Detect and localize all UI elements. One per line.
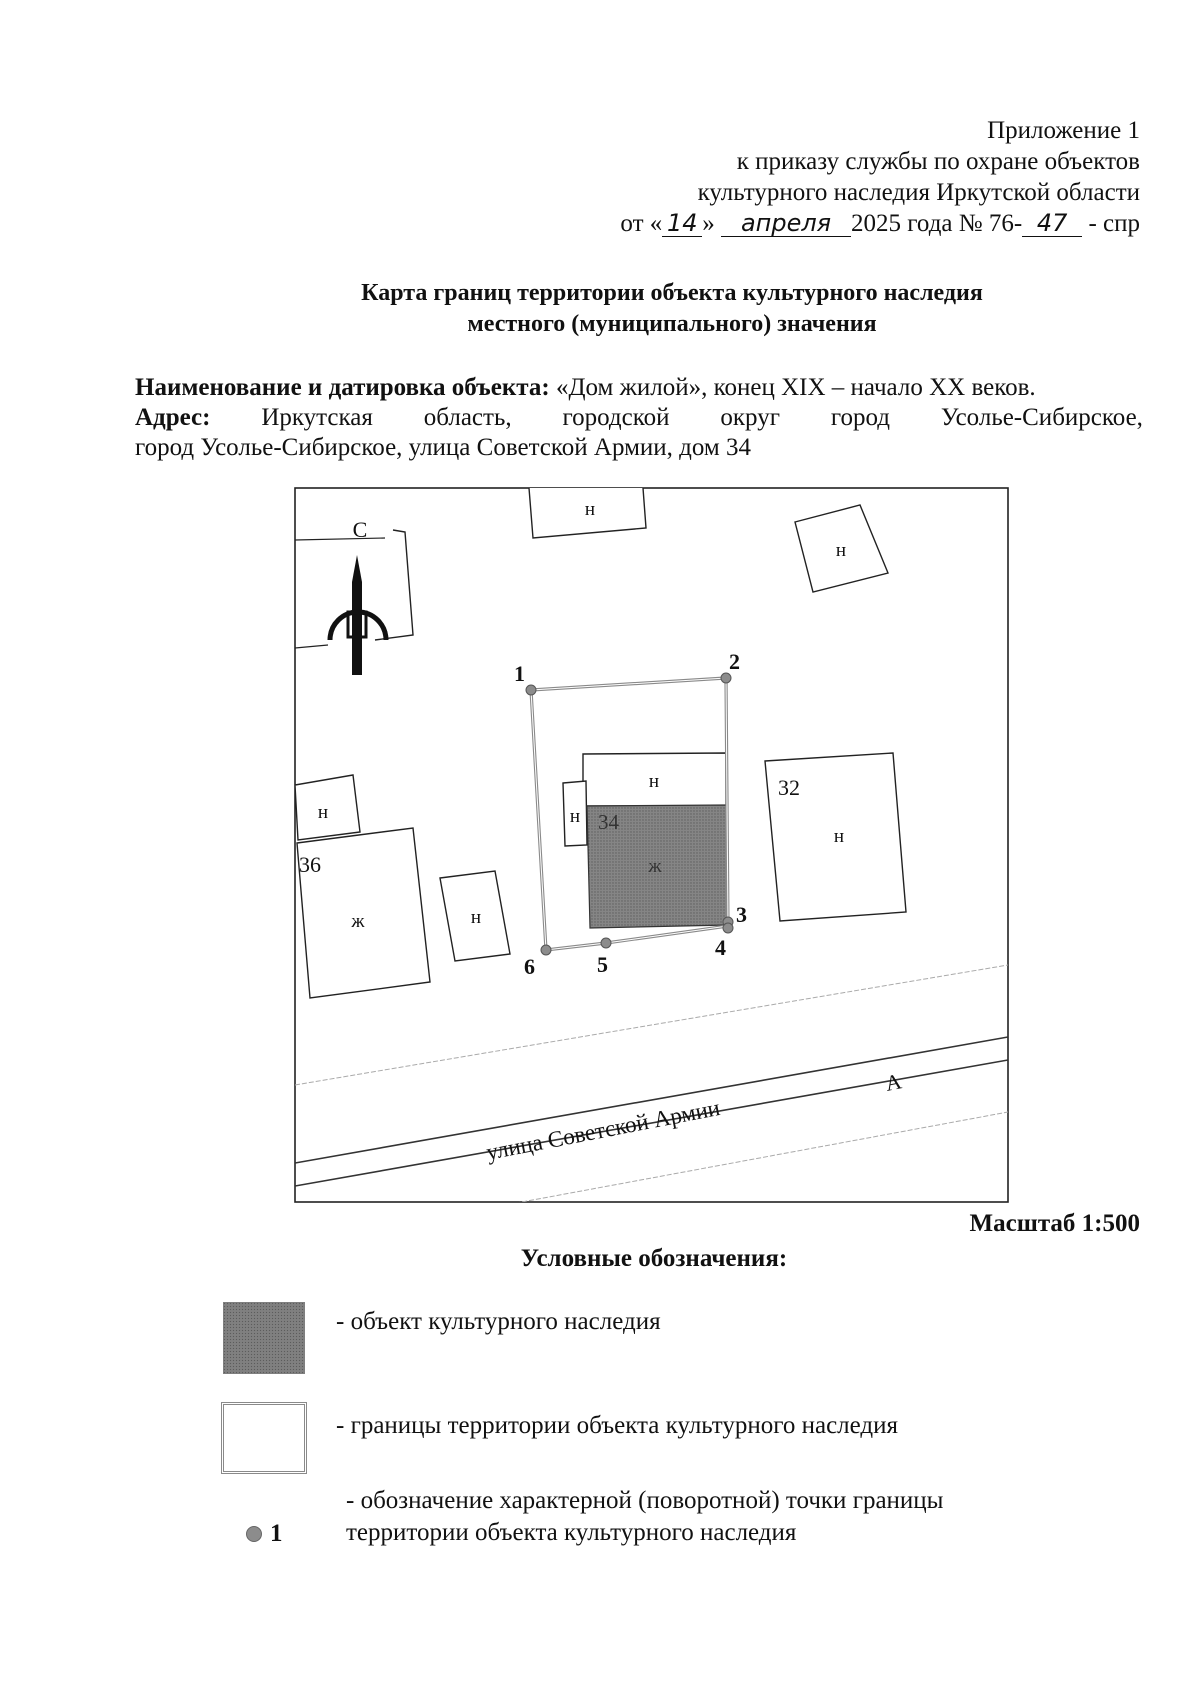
object-address-label: Адрес: (135, 404, 211, 431)
street-marker-label: А (883, 1068, 904, 1096)
boundary-point-label-1: 1 (514, 661, 525, 686)
building-code: н (835, 540, 847, 561)
building-code: н (584, 499, 596, 520)
boundary-point-label-4: 4 (715, 935, 726, 960)
order-number-suffix: - спр (1088, 210, 1140, 237)
boundary-point-label-6: 6 (524, 954, 535, 979)
address-word: округ (720, 404, 780, 431)
legend-point-text-line-2: территории объекта культурного наследия (346, 1519, 797, 1546)
legend-point-symbol (246, 1520, 283, 1548)
map-title-line-1: Карта границ территории объекта культурного наследия (361, 280, 983, 306)
address-word: Усолье-Сибирское, (940, 404, 1143, 431)
map-scale: Масштаб 1:500 (969, 1210, 1140, 1237)
building-code: н (317, 802, 329, 823)
boundary-point-label-5: 5 (597, 952, 608, 977)
date-month-handwritten: апреля (721, 210, 851, 237)
address-word: город (830, 404, 890, 431)
address-word: область, (423, 404, 512, 431)
date-day-handwritten: 14 (662, 210, 702, 237)
legend-point-symbol-label: 1 (270, 1520, 283, 1547)
object-name-label: Наименование и датировка объекта: (135, 374, 550, 401)
boundary-point-label-2: 2 (729, 649, 740, 674)
north-label: С (352, 517, 368, 542)
object-name-value: «Дом жилой», конец XIX – начало XX веков. (555, 374, 1036, 401)
map-title-line-2: местного (муниципального) значения (467, 311, 877, 337)
legend-point-text-line-1: - обозначение характерной (поворотной) точки границы (346, 1487, 944, 1514)
boundary-point-4 (723, 923, 733, 933)
building-code: н (833, 826, 845, 847)
boundary-point-1 (526, 685, 536, 695)
appendix-line-1: Приложение 1 (987, 117, 1140, 144)
point-dot-icon (246, 1526, 262, 1542)
building-code: н (648, 771, 660, 792)
appendix-line-2: к приказу службы по охране объектов (736, 148, 1140, 175)
street-name-label: улица Советской Армии (484, 1095, 722, 1165)
date-prefix: от « (620, 210, 663, 237)
date-year-text: 2025 года № 76- (851, 210, 1023, 237)
house-number-34: 34 (598, 810, 619, 834)
boundary-point-label-3: 3 (736, 902, 747, 927)
legend-title: Условные обозначения: (520, 1245, 788, 1272)
boundary-point-6 (541, 945, 551, 955)
house-number-36: 36 (299, 852, 321, 877)
boundary-point-2 (721, 673, 731, 683)
date-day-suffix: » (702, 210, 715, 237)
house-number-32: 32 (778, 775, 800, 800)
appendix-line-3: культурного наследия Иркутской области (697, 179, 1140, 206)
building-code: н (470, 907, 482, 928)
building-code: н (569, 806, 581, 827)
address-word: Иркутская (261, 404, 373, 431)
building-code: ж (648, 856, 662, 877)
building-code: ж (351, 911, 365, 932)
address-word: городской (562, 404, 670, 431)
order-number-handwritten: 47 (1022, 210, 1082, 237)
legend-heritage-swatch (223, 1302, 305, 1374)
boundary-point-5 (601, 938, 611, 948)
legend-point-text (346, 1485, 943, 1549)
legend-boundary-text: - границы территории объекта культурного наследия (336, 1412, 899, 1439)
object-address-line-2: город Усолье-Сибирское, улица Советской Армии, дом 34 (135, 434, 751, 461)
legend-heritage-text: - объект культурного наследия (336, 1308, 661, 1335)
legend-boundary-swatch (221, 1402, 307, 1474)
